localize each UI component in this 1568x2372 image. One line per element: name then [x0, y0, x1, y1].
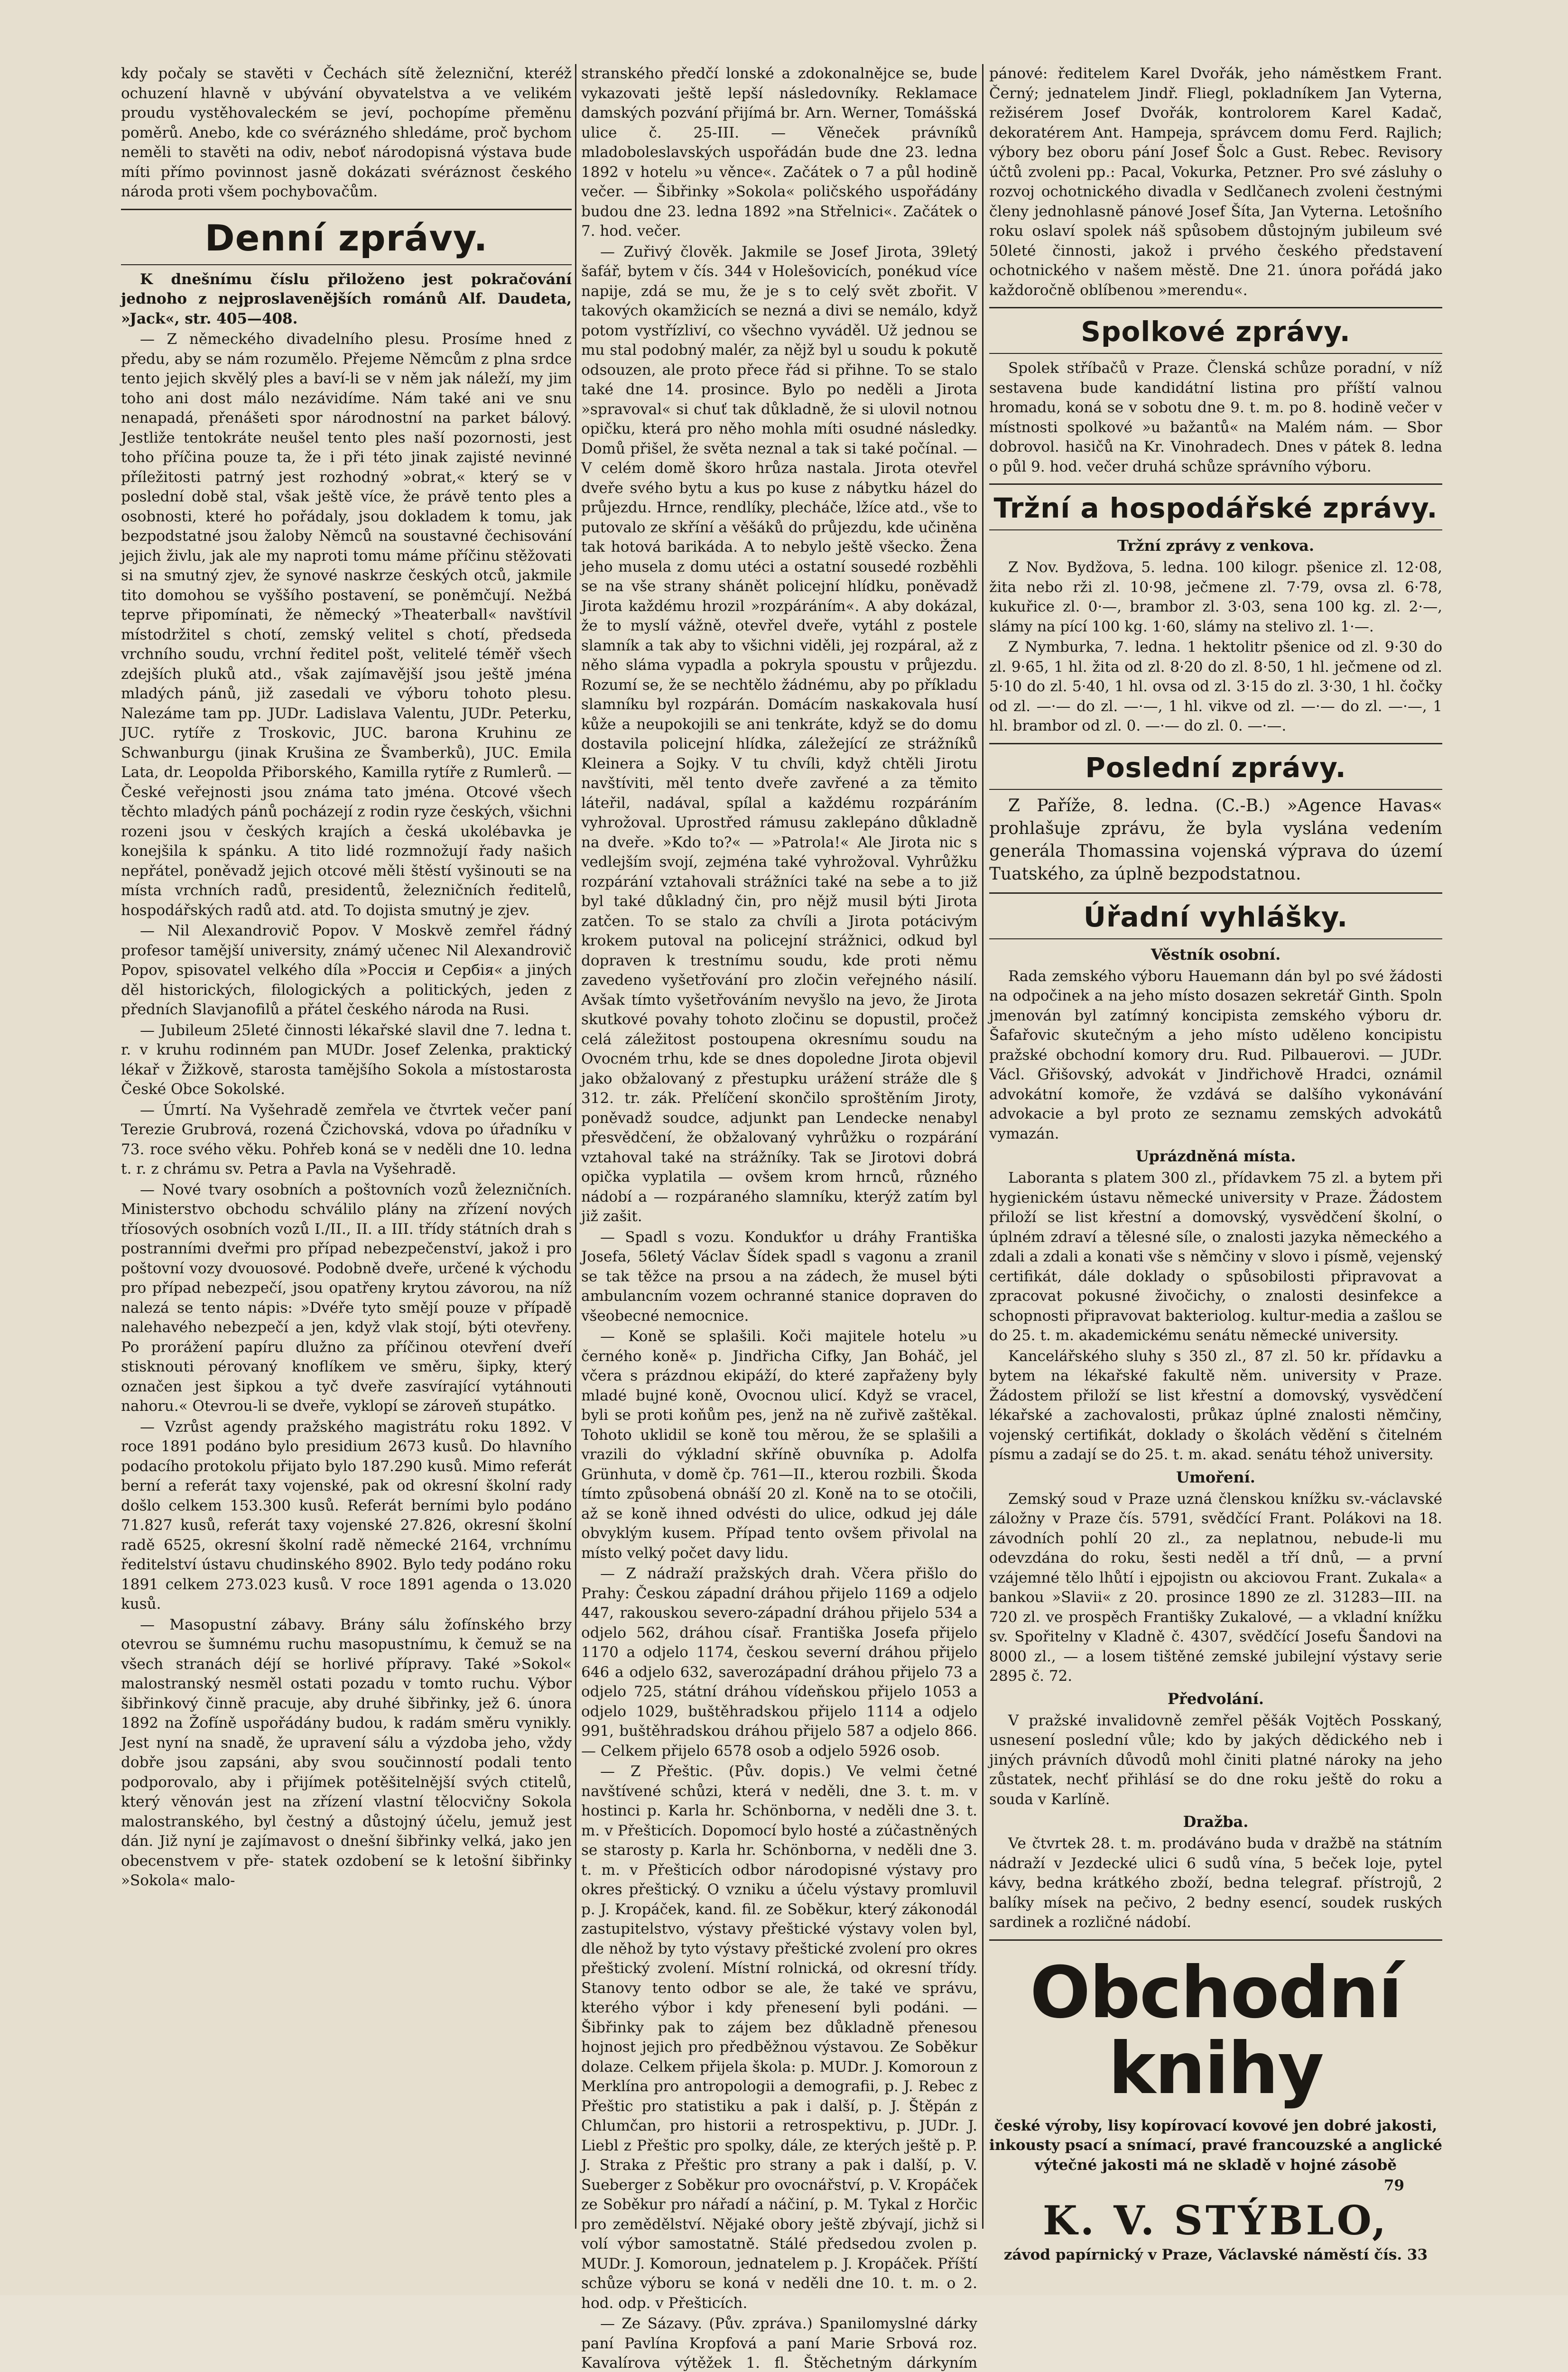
article: Spolek stříbačů v Praze. Členská schůze poradní, v níž sestavena bude kandidátní listina pro příští valnou hromadu, koná se v sobotu dne 9. t. m. po 8. hodině večer v místnosti spolkové »u bažantů« na Malém nám. — Sbor dobrovol. hasičů na Kr. Vinohradech. Dnes v pátek 8. ledna o půl 9. hod. večer druhá schůze správního výboru. [989, 360, 1442, 475]
article: Kancelářského sluhy s 350 zl., 87 zl. 50 kr. přídavku a bytem na lékařské fakultě něm. university v Praze. Žádostem přiloží se list křestní a domovský, vysvědčení lékařské a zachovalosti, průkaz úplné znalosti němčiny, vojenský certifikát, doklady o školách vědění s čitelném písmu a zadají se do 25. t. m. akad. senátu téhož university. [989, 1347, 1442, 1463]
subheading: Předvolání. [1167, 1689, 1264, 1708]
article: — Koně se splašili. Koči majitele hotelu »u černého koně« p. Jindřicha Cifky, Jan Boháč, jel včera s prázdnou ekipáží, do které zapřaženy byly mladé bujné koně, Ovocnou ulicí. Když se vracel, byli se proti koňům pes, jenž na ně zuřivě zaštěkal. Tohoto uklidil se koně tou měrou, že se splašili a vrazili do výkladní skříně obuvníka p. Adolfa Grünhuta, v domě čp. 761—II., kterou rozbili. Škoda tímto způsobená obnáší 20 zl. Koně na to se otočili, až se koně ihned odvésti do ulice, odkud jej dále obvyklým kusem. Případ tento ovšem přivolal na místo velký počet davy lidu. [581, 1328, 977, 1562]
section-heading-latest-news: Poslední zprávy. [1085, 751, 1346, 784]
divider [989, 483, 1442, 485]
article: K dnešnímu číslu přiloženo jest pokračování jednoho z nejproslavenějších románů Alf. Daudeta, »Jack«, str. 405—408. [121, 270, 572, 327]
column-3 [989, 64, 1442, 2263]
ad-company-name: K. V. STÝBLO, [1042, 2196, 1389, 2244]
article: — Spadl s vozu. Kondukťor u dráhy Františka Josefa, 56letý Václav Šídek spadl s vagonu a zranil se tak těžce na prsou a na zádech, že musel býti ambulancním vozem ochranné stanice dopraven do všeobecné nemocnice. [581, 1228, 977, 1325]
article: Z Nov. Bydžova, 5. ledna. 100 kilogr. pšenice zl. 12·08, žita nebo rži zl. 10·98, ječmene zl. 7·79, ovsa zl. 6·78, kukuřice zl. 0·—, brambor zl. 3·03, sena 100 kg. zl. 2·—, slámy na pící 100 kg. 1·60, slámy na stelivo zl. 1·—. [989, 559, 1442, 635]
article: Rada zemského výboru Hauemann dán byl po své žádosti na odpočinek a na jeho místo dosazen sekretář Ginth. Spoln jmenován byl zatímný koncipista zemského výboru dr. Šafařovic skutečným a jeho místo uděleno koncipistu pražské obchodní komory dru. Rud. Pilbauerovi. — JUDr. Václ. Gřišovský, advokát v Jindřichově Hradci, oznámil advokátní komoře, že vzdává se dalšího vykonávání advokacie a byl proto ze seznamu zemských advokátů vymazán. [989, 967, 1442, 1142]
article: — Jubileum 25leté činnosti lékařské slavil dne 7. ledna t. r. v kruhu rodinném pan MUDr. Josef Zelenka, praktický lékař v Žižkově, starosta tamějšího Sokola a místostarosta České Obce Sokolské. [121, 1021, 572, 1098]
column-1 [121, 64, 572, 2229]
article: — Z Přeštic. (Pův. dopis.) Ve velmi četné navštívené schůzi, která v neděli, dne 3. t. m. v hostinci p. Karla hr. Schönborna, v neděli dne 3. t. m. v Přešticích. Dopomocí bylo hosté a zúčastněných se starosty p. Karla hr. Schönborna, v neděli dne 3. t. m. v Přešticích odbor národopisné výstavy pro okres přeštický. O vzniku a účelu výstavy promluvil p. J. Kropáček, kand. fil. ze Soběkur, který zákonodál zastupitelstvo, výstavy přeštické výstavy volen byl, dle něhož by tyto výstavy přeštické zvolení pro okres přeštický zvolení. Místní rolnická, od okresní třídy. Stanovy tento odbor se ale, že také ve správu, kterého výbor i kdy přenesení byli podáni. — Šibřinky pak to zájem bez důkladně přenesou hojnost jejich pro předběžnou výstavou. Ze Soběkur dolaze. Celkem přijela škola: p. MUDr. J. Komoroun z Merklína pro antropologii a demografii, p. J. Rebec z Přeštic pro statistiku a pak i další, p. J. Štěpán z Chlumčan, pro historii a retrospektivu, p. JUDr. J. Liebl z Přeštic pro spolky, dále, ze kterých ještě p. P. J. Straka z Přeštic pro strany a pak i další, p. V. Sueberger z Soběkur pro ovocnářství, p. V. Kropáček ze Soběkur pro nářadí a náčiní, p. M. Tykal z Horčic pro zemědělství. Nějaké obory ještě zbývají, jichž si volí výbor samostatně. Stálé předsedou zvolen p. MUDr. J. Komoroun, jednatelem p. J. Kropáček. Příští schůze výboru se koná v neděli dne 10. t. m. o 2. hod. odp. v Přešticích. [581, 1763, 977, 2312]
advertisement [989, 1951, 1442, 2265]
article: Ve čtvrtek 28. t. m. prodáváno buda v dražbě na státním nádraží v Jezdecké ulici 6 sudů vína, 5 beček loje, pytel kávy, bedna krátkého zboží, bedna telegraf. přístrojů, 2 balíky mísek na pečivo, 2 bedny esencí, soudek ruských sardinek a rozličné nádobí. [989, 1835, 1442, 1931]
section-heading-associations: Spolkové zprávy. [1081, 315, 1351, 348]
section-heading-official-notices: Úřadní vyhlášky. [1083, 900, 1348, 933]
section-heading-market: Tržní a hospodářské zprávy. [993, 492, 1438, 524]
article: Laboranta s platem 300 zl., přídavkem 75 zl. a bytem při hygienickém ústavu německé university v Praze. Žádostem přiloží se list křestní a domovský, vysvědčení školní, o úplném zdraví a tělesné síle, o znalosti jazyka německého a zdali a zdali a konati vše s němčiny v slovo i písmě, vejenský certifikát, dále doklady o spůsobilosti připravovat a zpracovat pokusné živočichy, o znalosti desinfekce a schopnosti připravovat bakteriolog. kultur-media a zašlou se do 25. t. m. akademickému senátu německé university. [989, 1169, 1442, 1344]
article: — Zuřivý člověk. Jakmile se Josef Jirota, 39letý šafář, bytem v čís. 344 v Holešovicích, ponékud více napije, zdá se mu, že je s to celý svět zbořit. V takových okamžicích se nezná a divi se nemálo, když potom vystřízliví, co všechno vyváděl. Už jednou se mu stal podobný malér, za nějž byl u soudu k pokutě odsouzen, ale proto přece řád si přihne. To se stalo také dne 14. prosince. Bylo po neděli a Jirota »spravoval« si chuť tak důkladně, že si ulovil notnou opičku, která pro něho mohla míti osudné následky. Domů přišel, že světa neznal a tak si také počínal. — V celém domě škoro hrůza nastala. Jirota otevřel dveře svého bytu a kus po kuse z nábytku házel do průjezdu. Hrnce, rendlíky, plecháče, lžíce atd., vše to putovalo ze skříní a věšáků do průjezdu, kde učiněna tak hotová barikáda. A to nebylo ještě všecko. Žena jeho musela z domu utéci a ostatní sousedé rozběhli se na vše strany shánět policejní hlídku, poněvadž Jirota každému hrozil »rozpáráním«. A aby dokázal, že to myslí vážně, otevřel dveře, vytáhl z postele slamník a tak aby to všichni viděli, jej rozpáral, až z něho sláma vypadla a pokryla spoustu v průjezdu. Rozumí se, že se nechtělo žádnému, aby po příkladu slamníku byl rozpárán. Domácím naskakovala husí kůže a neupokojili se ani tenkráte, když se do domu dostavila policejní hlídka, záležející ze strážníků Kleinera a Sojky. V tu chvíli, když chtěli Jirotu navštíviti, měl tento dveře zavřené a za těmito láteřil, nadával, spílal a každému rozpáráním vyhrožoval. Uprostřed rámusu zaklepáno důkladně na dveře. »Kdo to?« — »Patrola!« Ale Jirota nic s vedlejším svojí, zejména také vyhrožoval. Vyhrůžku rozpárání vztahovali strážníci také na sebe a to již byl také důkladný čin, pro nějž musil býti Jirota zatčen. To se stalo za chvíli a Jirota potácivým krokem putoval na policejní strážnici, odkud byl dopraven k trestnímu soudu, kde proti němu zavedeno vyšetřování pro zločin veřejného násilí. Avšak tímto vyšetřováním nevyšlo na jevo, že Jirota skutkové povahy tohoto zločinu se dopustil, pročež celá záležitost postoupena okresnímu soudu na Ovocném trhu, kde se dnes dopoledne Jirota objevil jako obžalovaný z přestupku urážení stráže dle § 312. tr. zák. Přelíčení skončilo sproštěním Jiroty, poněvadž soudce, adjunkt pan Lendecke nenabyl přesvědčení, že obžalovaný vyhrůžku o rozpárání vztahoval také na strážníky. Tak se Jirotovi dobrá opička vyplatila — ovšem krom hrnců, různého nádobí a — rozpáraného slamníku, kterýž zatím byl již zašit. [581, 243, 977, 1225]
column-divider-1 [575, 64, 576, 2229]
article: Z Nymburka, 7. ledna. 1 hektolitr pšenice od zl. 9·30 do zl. 9·65, 1 hl. žita od zl. 8·20 do zl. 8·50, 1 hl. ječmene od zl. 5·10 do zl. 5·40, 1 hl. ovsa od zl. 3·15 do zl. 3·30, 1 hl. čočky od zl. —·— do zl. —·—, 1 hl. vikve od zl. —·— do zl. —·—, 1 hl. brambor od zl. 0. —·— do zl. 0. —·—. [989, 639, 1442, 734]
divider [989, 1939, 1442, 1941]
section-heading-daily-news: Denní zprávy. [204, 216, 488, 259]
article: — Nové tvary osobních a poštovních vozů železničních. Ministerstvo obchodu schválilo plány na zřízení nových tříosových osobních vozů I./II., II. a III. třídy státních drah s postranními dveřmi pro případ nebezpečenství, jakož i pro poštovní vozy dvouosové. Podobně dveře, určené k východu pro případ nebezpečí, jsou opatřeny krytou závorou, na níž nalezá se tento nápis: »Dvéře tyto smějí pouze v případě nalehavého nebezpečí a jen, když vlak stojí, býti otevřeny. Po prorážení papíru dlužno za příčinou otevření dveří stisknouti pérovaný knoflíkem ve směru, šipky, který označen jest šipkou a tyč dveře zasvírající vytáhnouti nahoru.« Otevrou-li se dveře, vyklopí se zároveň stupátko. [121, 1181, 572, 1415]
ad-text: české výroby, lisy kopírovací kovové jen dobré jakosti, inkousty psací a snímací, pravé francouzské a anglické výtečné jakosti má ne skladě v hojné zásobě [989, 2117, 1442, 2174]
subheading: Uprázdněná místa. [1135, 1147, 1296, 1165]
article: — Z německého divadelního plesu. Prosíme hned z předu, aby se nám rozumělo. Přejeme Němcům z plna srdce tento jejich skvělý ples a baví-li se v něm jak náleží, my jim toho ani dost málo nezávidíme. Nám také ani ve snu nenapadá, přenášeti spor národnostní na parket bálový. Jestliže tentokráte neušel tento ples naší pozornosti, jest toho příčina pouze ta, že i při této jinak zajisté nevinné příležitosti patrný jest rozhodný »obrat,« který se v poslední době stal, však ještě více, že právě tento ples a osobnosti, které ho pořádaly, jsou dokladem k tomu, jak bezpodstatné jsou žaloby Němců na soustavné čechisování jejich živlu, jak ale my naproti tomu máme příčinu stěžovati si na smutný zjev, že synové naskrze českých otců, jakmile tito domohou se vyššího postavení, se poněmčují. Nežbá teprve připomínati, že německý »Theaterball« navštívil místodržitel s chotí, zemský velitel s chotí, předseda vrchního soudu, vrchní ředitel pošt, velitelé téměř všech zdejších pluků atd., však zajímavější jsou ještě jména mladých pánů, již zasedali ve výboru tohoto plesu. Nalezáme tam pp. JUDr. Ladislava Valentu, JUDr. Peterku, JUC. rytíře z Troskovic, JUC. barona Kruhinu ze Schwanburgu (jinak Krušina ze Švamberků), JUC. Emila Lata, dr. Leopolda Přiborského, Kamilla rytíře z Rumlerů. — České veřejnosti jsou známa tato jména. Otcové všech těchto mladých pánů pocházejí z rodin ryze českých, všichni rozeni jsou v českých krajích a česká ukolébavka je konejšila k spánku. A tito lidé rozmnožují řady našich nepřátel, poněvadž jejich otcové měli štěstí vyšinouti se na místa vrchních radů, presidentů, železničních ředitelů, hospodářských radů atd. atd. To dojista smutný je zjev. [121, 331, 572, 919]
article: — Úmrtí. Na Vyšehradě zemřela ve čtvrtek večer paní Terezie Grubrová, rozená Čzichovská, vdova po úřadníku v 73. roce svého věku. Pohřeb koná se v neděli dne 10. ledna t. r. z chrámu sv. Petra a Pavla na Vyšehradě. [121, 1101, 572, 1177]
divider [989, 353, 1442, 354]
ad-heading: Obchodní knihy [1030, 1951, 1402, 2110]
divider [989, 938, 1442, 939]
article: Zemský soud v Praze uzná členskou knížku sv.-václavské záložny v Praze čís. 5791, svědčící Frant. Polákovi na 18. závodních pohlí 20 zl., za neplatnou, nebude-li mu odevzdána do roku, šesti neděl a tří dnů, — a první vzájemné tělo lhůtí i ejpojistn ou akciovou Frant. Zukala« a bankou »Slavii« z 20. prosince 1890 ze zl. 31283—III. na 720 zl. ve prospěch Františky Zukalové, — a vkladní knížku sv. Spořitelny v Kladně č. 4307, svědčící Josefu Šandovi na 8000 zl., — a losem tištěné zemské jubilejní výstavy serie 2895 č. 72. [989, 1490, 1442, 1685]
article: — Ze Sázavy. (Pův. zpráva.) Spanilomyslné dárky paní Pavlína Kropfová a paní Marie Srbová roz. Kavalírova výtěžek 1. fl. Štěchetným dárkyním [581, 2315, 977, 2372]
article: — Z nádraží pražských drah. Včera přišlo do Prahy: Českou západní dráhou přijelo 1169 a odjelo 447, rakouskou severo-západní dráhou přijelo 534 a odjelo 562, dráhou císař. Františka Josefa přijelo 1170 a odjelo 1174, českou severní dráhou přijelo 646 a odjelo 632, saverozápadní dráhou přijelo 73 a odjelo 725, státní dráhou vídeňskou přijelo 1053 a odjelo 1029, buštěhradskou přijelo 1114 a odjelo 991, buštěhradskou dráhou přijelo 587 a odjelo 866. — Celkem přijelo 6578 osob a odjelo 5926 osob. [581, 1565, 977, 1760]
article: V pražské invalidovně zemřel pěšák Vojtěch Posskaný, usnesení poslední vůle; kdo by jakých dědického neb i jiných právních důvodů mohl činiti platné nároky na jeho zůstatek, nechť přihlásí se do dne roku ještě do roku a souda v Karlíně. [989, 1712, 1442, 1808]
subheading: Umoření. [1176, 1468, 1255, 1486]
divider [121, 209, 572, 210]
divider [989, 892, 1442, 894]
article: stranského předčí lonské a zdokonalnějce se, bude vykazovati ještě lepší následovníky. Reklamace damských pozvání přijímá br. Arn. Werner, Tomášská ulice č. 25-III. — Věneček právníků mladoboleslavských uspořádán bude dne 23. ledna 1892 v hotelu »u věnce«. Začátek o 7 a půl hodině večer. — Šibřinky »Sokola« poličského uspořádány budou dne 23. ledna 1892 »na Střelnici«. Začátek o 7. hod. večer. [581, 65, 977, 240]
divider [989, 529, 1442, 530]
divider [989, 307, 1442, 308]
article-intro: kdy počaly se stavěti v Čechách sítě železniční, kteréž ochuzení hlavně v ubývání obyvatelstva a ve velikém proudu vystěhovaleckém se jeví, pochopíme přeměnu poměrů. Anebo, kde co svérázného shledáme, proč bychom neměli to stavěti na odiv, neboť národopisná výstava bude míti přímo povinnost jasně dokázati svéráznost českého národa proti všem pochybovačům. [121, 65, 572, 200]
article: — Vzrůst agendy pražského magistrátu roku 1892. V roce 1891 podáno bylo presidium 2673 kusů. Do hlavního podacího protokolu přijato bylo 187.290 kusů. Mimo referát berní a referát taxy vojenské, pak od okresní školní rady došlo celkem 153.300 kusů. Referát berními bylo podáno 71.827 kusů, referát taxy vojenské 27.826, okresní školní radě 6525, okresní školní radě německé 2164, vrchnímu ředitelství ústavu chudinského 8902. Bylo tedy podáno roku 1891 celkem 273.023 kusů. V roce 1891 agenda o 13.020 kusů. [121, 1418, 572, 1612]
divider [121, 264, 572, 265]
ad-number: 79 [1383, 2177, 1404, 2194]
article: pánové: ředitelem Karel Dvořák, jeho náměstkem Frant. Černý; jednatelem Jindř. Fliegl, pokladníkem Jan Vyterna, režisérem Josef Dvořák, kontrolorem Karel Kadač, dekoratérem Ant. Hampeja, správcem domu Ferd. Rajlich; výbory bez oboru pání Josef Šolc a Gust. Rebec. Revisory účtů zvoleni pp.: Pacal, Vokurka, Petzner. Pro své zásluhy o rozvoj ochotnického divadla v Sedlčanech zvoleni čestnými členy jednohlasně pánové Josef Šíta, Jan Vyterna. Letošního roku oslaví spolek náš spůsobem důstojným jubileum své 50leté činnosti, jakož i prvého českého představení ochotnického v našem městě. Dne 21. února pořádá jako každoročně oblíbenou »merendu«. [989, 65, 1442, 299]
column-2 [581, 64, 977, 2372]
divider [989, 743, 1442, 744]
subheading: Dražba. [1183, 1813, 1249, 1831]
subheading: Věstník osobní. [1150, 945, 1281, 964]
article: Z Paříže, 8. ledna. (C.-B.) »Agence Havas« prohlašuje zprávu, že byla vyslána vedením generála Thomassina vojenská výprava do území Tuatského, za úplně bezpodstatnou. [989, 796, 1442, 884]
divider [989, 789, 1442, 790]
article: — Masopustní zábavy. Brány sálu žofínského brzy otevrou se šumnému ruchu masopustnímu, k čemuž se na všech stranách déjí se horlivé přípravy. Také »Sokol« malostranský nesměl ostati pozadu v tomto ruchu. Výbor šibřinkový činně pracuje, aby druhé šibřinky, jež 6. února 1892 na Žofíně uspořádány budou, k radám směru vynikly. Jest nyní na snadě, že upravení sálu a výzdoba jeho, vždy dobře jsou zapsáni, aby svou součinností podali tento podporovalo, aby i přijímek potěšitelnější svých ctitelů, který věnován jest na zřízení vlastní tělocvičny Sokola malostranského, byl čestný a důstojný účelu, jemuž jest dán. Již nyní je zajímavost o dnešní šibřinky velká, jako jen obecenstvem v pře- statek ozdobení se k letošní šibřinky »Sokola« malo- [121, 1616, 572, 1889]
article: — Nil Alexandrovič Popov. V Moskvě zemřel řádný profesor tamější university, známý učenec Nil Alexandrovič Popov, spisovatel velkého díla »Россія и Сербія« a jiných děl historických, filologických a politických, jeden z předních Slavjanofilů a přátel českého národa na Rusi. [121, 922, 572, 1018]
ad-address: závod papírnický v Praze, Václavské náměstí čís. 33 [1003, 2246, 1428, 2263]
subheading: Tržní zprávy z venkova. [1117, 537, 1315, 555]
column-divider-2 [982, 64, 983, 2229]
